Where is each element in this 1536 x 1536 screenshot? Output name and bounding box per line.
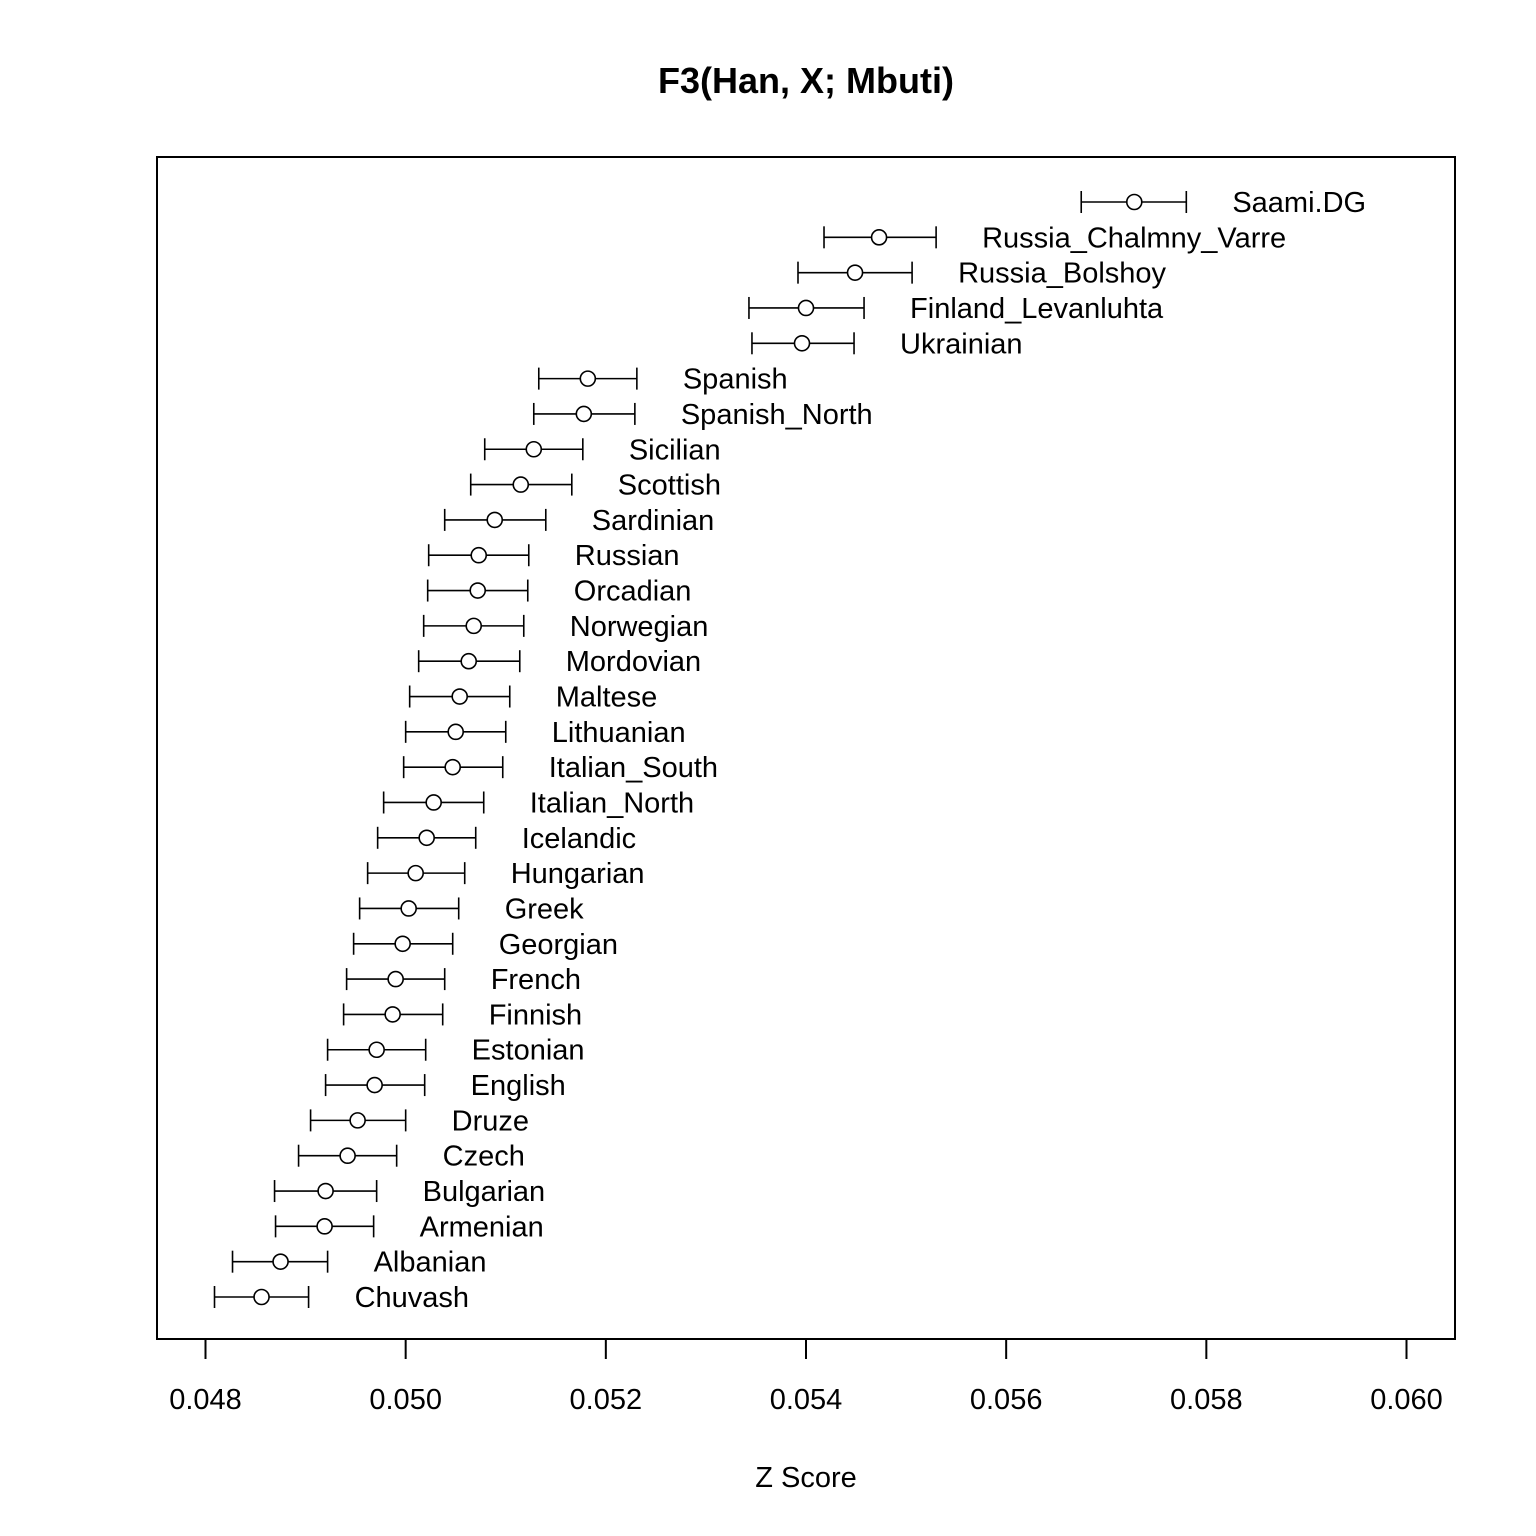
data-point-group xyxy=(749,293,1164,325)
data-point xyxy=(580,371,595,386)
data-point-group xyxy=(404,752,718,784)
point-label: Czech xyxy=(442,1140,525,1173)
point-label: Georgian xyxy=(498,928,619,961)
data-point-group xyxy=(824,222,1286,254)
data-point xyxy=(419,830,434,845)
point-label: Saami.DG xyxy=(1232,187,1367,219)
data-point xyxy=(513,477,528,492)
point-label: Albanian xyxy=(373,1246,487,1279)
data-point-group xyxy=(378,823,637,855)
data-point-group xyxy=(215,1282,470,1314)
data-point xyxy=(317,1219,332,1234)
point-label: Spanish_North xyxy=(680,398,873,431)
data-point xyxy=(340,1148,355,1163)
data-point xyxy=(576,406,591,421)
data-point-group xyxy=(368,858,645,890)
x-tick-label: 0.054 xyxy=(769,1384,843,1416)
data-point-group xyxy=(354,929,618,961)
data-point-group xyxy=(328,1035,585,1067)
data-point-group xyxy=(534,399,873,431)
point-label: Russia_Bolshoy xyxy=(958,257,1167,290)
point-label: Italian_South xyxy=(548,752,719,785)
point-label: Italian_North xyxy=(529,787,695,820)
data-point xyxy=(388,972,403,987)
data-point xyxy=(385,1007,400,1022)
data-point-group xyxy=(233,1247,487,1279)
point-label: Icelandic xyxy=(521,822,637,855)
point-label: Finnish xyxy=(488,999,583,1032)
point-label: Maltese xyxy=(555,681,658,714)
data-point-group xyxy=(384,787,695,819)
point-label: Russia_Chalmny_Varre xyxy=(982,222,1287,255)
x-tick-label: 0.048 xyxy=(169,1384,242,1416)
data-point-group xyxy=(410,682,658,714)
data-point-group xyxy=(299,1141,525,1173)
data-point xyxy=(794,336,809,351)
data-point-group xyxy=(344,999,583,1031)
x-tick-label: 0.058 xyxy=(1170,1384,1243,1416)
data-point xyxy=(254,1290,269,1305)
data-point xyxy=(487,512,502,527)
data-point-group xyxy=(360,893,585,925)
chart-title: F3(Han, X; Mbuti) xyxy=(658,60,954,101)
data-point xyxy=(273,1254,288,1269)
point-label: Druze xyxy=(451,1105,530,1138)
data-point xyxy=(461,654,476,669)
data-point-group xyxy=(485,434,721,466)
data-point xyxy=(395,936,410,951)
data-point-group xyxy=(276,1211,544,1243)
data-point-group xyxy=(445,505,715,537)
point-label: Bulgarian xyxy=(422,1176,546,1209)
data-point xyxy=(471,548,486,563)
data-point xyxy=(526,442,541,457)
point-label: Lithuanian xyxy=(551,716,686,749)
data-point-group xyxy=(419,646,701,678)
data-point-group xyxy=(311,1105,529,1137)
point-label: Norwegian xyxy=(569,610,709,643)
point-label: Hungarian xyxy=(510,858,645,891)
point-label: English xyxy=(470,1070,566,1103)
data-point xyxy=(466,618,481,633)
data-point xyxy=(408,866,423,881)
x-tick-label: 0.050 xyxy=(369,1384,442,1416)
point-label: Sicilian xyxy=(628,434,721,467)
x-axis-label: Z Score xyxy=(755,1462,857,1494)
x-tick-label: 0.060 xyxy=(1370,1384,1443,1416)
data-point xyxy=(872,230,887,245)
point-label: Spanish xyxy=(682,363,788,396)
point-label: Orcadian xyxy=(573,575,692,608)
data-point-group xyxy=(275,1176,546,1208)
data-point xyxy=(367,1078,382,1093)
point-label: Sardinian xyxy=(591,504,715,537)
x-tick-label: 0.056 xyxy=(969,1384,1043,1416)
point-label: Mordovian xyxy=(565,646,702,679)
x-tick-label: 0.052 xyxy=(569,1384,643,1416)
point-label: Finland_Levanluhta xyxy=(910,292,1164,325)
point-label: Greek xyxy=(504,893,584,926)
data-point-group xyxy=(539,364,788,396)
data-point xyxy=(799,300,814,315)
data-point xyxy=(369,1042,384,1057)
point-label: Chuvash xyxy=(354,1282,470,1314)
point-label: Scottish xyxy=(617,469,721,502)
point-label: Russian xyxy=(574,540,680,573)
data-point xyxy=(448,724,463,739)
data-point-group xyxy=(406,717,686,749)
data-point-group xyxy=(471,470,721,502)
point-label: French xyxy=(490,964,581,997)
data-point-group xyxy=(1081,187,1366,219)
data-point xyxy=(445,760,460,775)
x-axis xyxy=(169,1339,1443,1416)
data-point xyxy=(452,689,467,704)
data-point xyxy=(470,583,485,598)
data-point xyxy=(1127,195,1142,210)
data-point xyxy=(318,1184,333,1199)
point-label: Estonian xyxy=(471,1034,585,1067)
data-point-group xyxy=(347,964,581,996)
data-point xyxy=(401,901,416,916)
data-marks xyxy=(215,187,1367,1314)
point-label: Armenian xyxy=(419,1211,544,1244)
point-label: Ukrainian xyxy=(900,328,1023,361)
data-point-group xyxy=(798,258,1167,290)
data-point-group xyxy=(429,540,680,572)
data-point xyxy=(848,265,863,280)
data-point-group xyxy=(326,1070,566,1102)
data-point xyxy=(350,1113,365,1128)
data-point xyxy=(426,795,441,810)
data-point-group xyxy=(752,328,1023,360)
data-point-group xyxy=(424,611,709,643)
data-point-group xyxy=(428,576,692,608)
